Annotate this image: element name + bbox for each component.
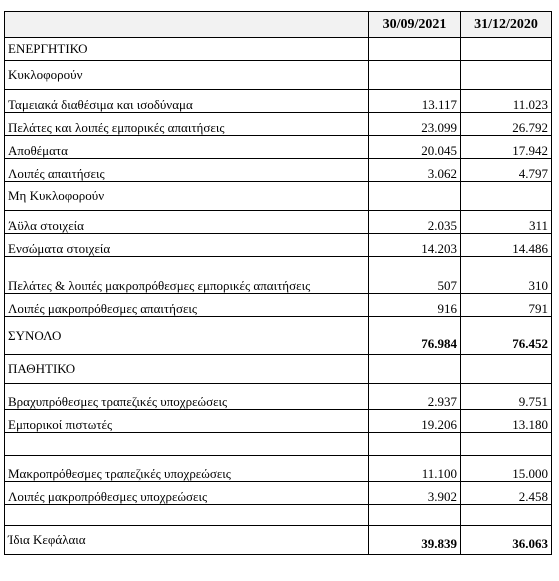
row-label: Ενσώματα στοιχεία [5, 234, 369, 257]
row-label: Άϋλα στοιχεία [5, 211, 369, 234]
table-row [5, 456, 552, 482]
row-value-1: 39.839 [369, 526, 461, 555]
row-value-2: 15.000 [461, 456, 552, 482]
balance-sheet-table [4, 11, 552, 555]
row-label: Πελάτες και λοιπές εμπορικές απαιτήσεις [5, 113, 369, 136]
row-value-1: 916 [369, 294, 461, 317]
table-row [5, 90, 552, 113]
section-row-assets [5, 38, 552, 61]
row-value-2: 17.942 [461, 136, 552, 159]
row-value-2: 310 [461, 257, 552, 294]
row-value-1: 11.100 [369, 456, 461, 482]
row-label: Εμπορικοί πιστωτές [5, 410, 369, 433]
row-value-2: 2.458 [461, 482, 552, 505]
empty-row [5, 433, 552, 456]
row-value-1: 2.937 [369, 384, 461, 410]
row-value-2: 36.063 [461, 526, 552, 555]
row-value-1: 3.062 [369, 159, 461, 182]
row-label: Κυκλοφορούν [5, 61, 369, 90]
table-row [5, 211, 552, 234]
row-label: Λοιπές απαιτήσεις [5, 159, 369, 182]
row-value-2: 4.797 [461, 159, 552, 182]
table-row [5, 257, 552, 294]
row-value-1: 23.099 [369, 113, 461, 136]
row-value-2 [461, 61, 552, 90]
row-label [5, 433, 369, 456]
row-value-1: 19.206 [369, 410, 461, 433]
table-row [5, 384, 552, 410]
row-value-2: 9.751 [461, 384, 552, 410]
row-value-2: 13.180 [461, 410, 552, 433]
row-label: Πελάτες & λοιπές μακροπρόθεσμες εμπορικές απαιτήσεις [5, 257, 369, 294]
table-row [5, 113, 552, 136]
row-value-2: 26.792 [461, 113, 552, 136]
row-label: Μη Κυκλοφορούν [5, 182, 369, 211]
table-row [5, 294, 552, 317]
row-value-2 [461, 38, 552, 61]
row-label: Λοιπές μακροπρόθεσμες υποχρεώσεις [5, 482, 369, 505]
row-value-1: 14.203 [369, 234, 461, 257]
row-value-1 [369, 61, 461, 90]
row-value-2: 76.452 [461, 317, 552, 355]
row-value-2 [461, 505, 552, 526]
table-row [5, 410, 552, 433]
row-value-1 [369, 38, 461, 61]
row-label: Μακροπρόθεσμες τραπεζικές υποχρεώσεις [5, 456, 369, 482]
header-date-1: 30/09/2021 [369, 12, 461, 38]
row-value-1: 507 [369, 257, 461, 294]
row-value-1 [369, 433, 461, 456]
table-row [5, 234, 552, 257]
subsection-row-non-current [5, 182, 552, 211]
table-row [5, 136, 552, 159]
row-value-2 [461, 182, 552, 211]
row-label: Ίδια Κεφάλαια [5, 526, 369, 555]
row-label: ΣΥΝΟΛΟ [5, 317, 369, 355]
row-value-2: 11.023 [461, 90, 552, 113]
table-row [5, 159, 552, 182]
row-value-2 [461, 433, 552, 456]
row-label: Αποθέματα [5, 136, 369, 159]
row-value-1 [369, 182, 461, 211]
row-label [5, 505, 369, 526]
row-label: ΠΑΘΗΤΙΚΟ [5, 355, 369, 384]
empty-row [5, 505, 552, 526]
row-label: Βραχυπρόθεσμες τραπεζικές υποχρεώσεις [5, 384, 369, 410]
row-value-1: 20.045 [369, 136, 461, 159]
row-value-1: 2.035 [369, 211, 461, 234]
section-row-liabilities [5, 355, 552, 384]
row-value-1 [369, 505, 461, 526]
row-value-2: 311 [461, 211, 552, 234]
row-label: ΕΝΕΡΓΗΤΙΚΟ [5, 38, 369, 61]
header-blank-cell [5, 12, 369, 38]
header-date-2: 31/12/2020 [461, 12, 552, 38]
row-value-1: 13.117 [369, 90, 461, 113]
row-value-1: 3.902 [369, 482, 461, 505]
total-row-equity [5, 526, 552, 555]
row-value-1 [369, 355, 461, 384]
total-row-assets [5, 317, 552, 355]
row-value-2: 14.486 [461, 234, 552, 257]
table-row [5, 482, 552, 505]
row-value-2 [461, 355, 552, 384]
row-value-1: 76.984 [369, 317, 461, 355]
row-label: Λοιπές μακροπρόθεσμες απαιτήσεις [5, 294, 369, 317]
row-value-2: 791 [461, 294, 552, 317]
subsection-row-current [5, 61, 552, 90]
row-label: Ταμειακά διαθέσιμα και ισοδύναμα [5, 90, 369, 113]
